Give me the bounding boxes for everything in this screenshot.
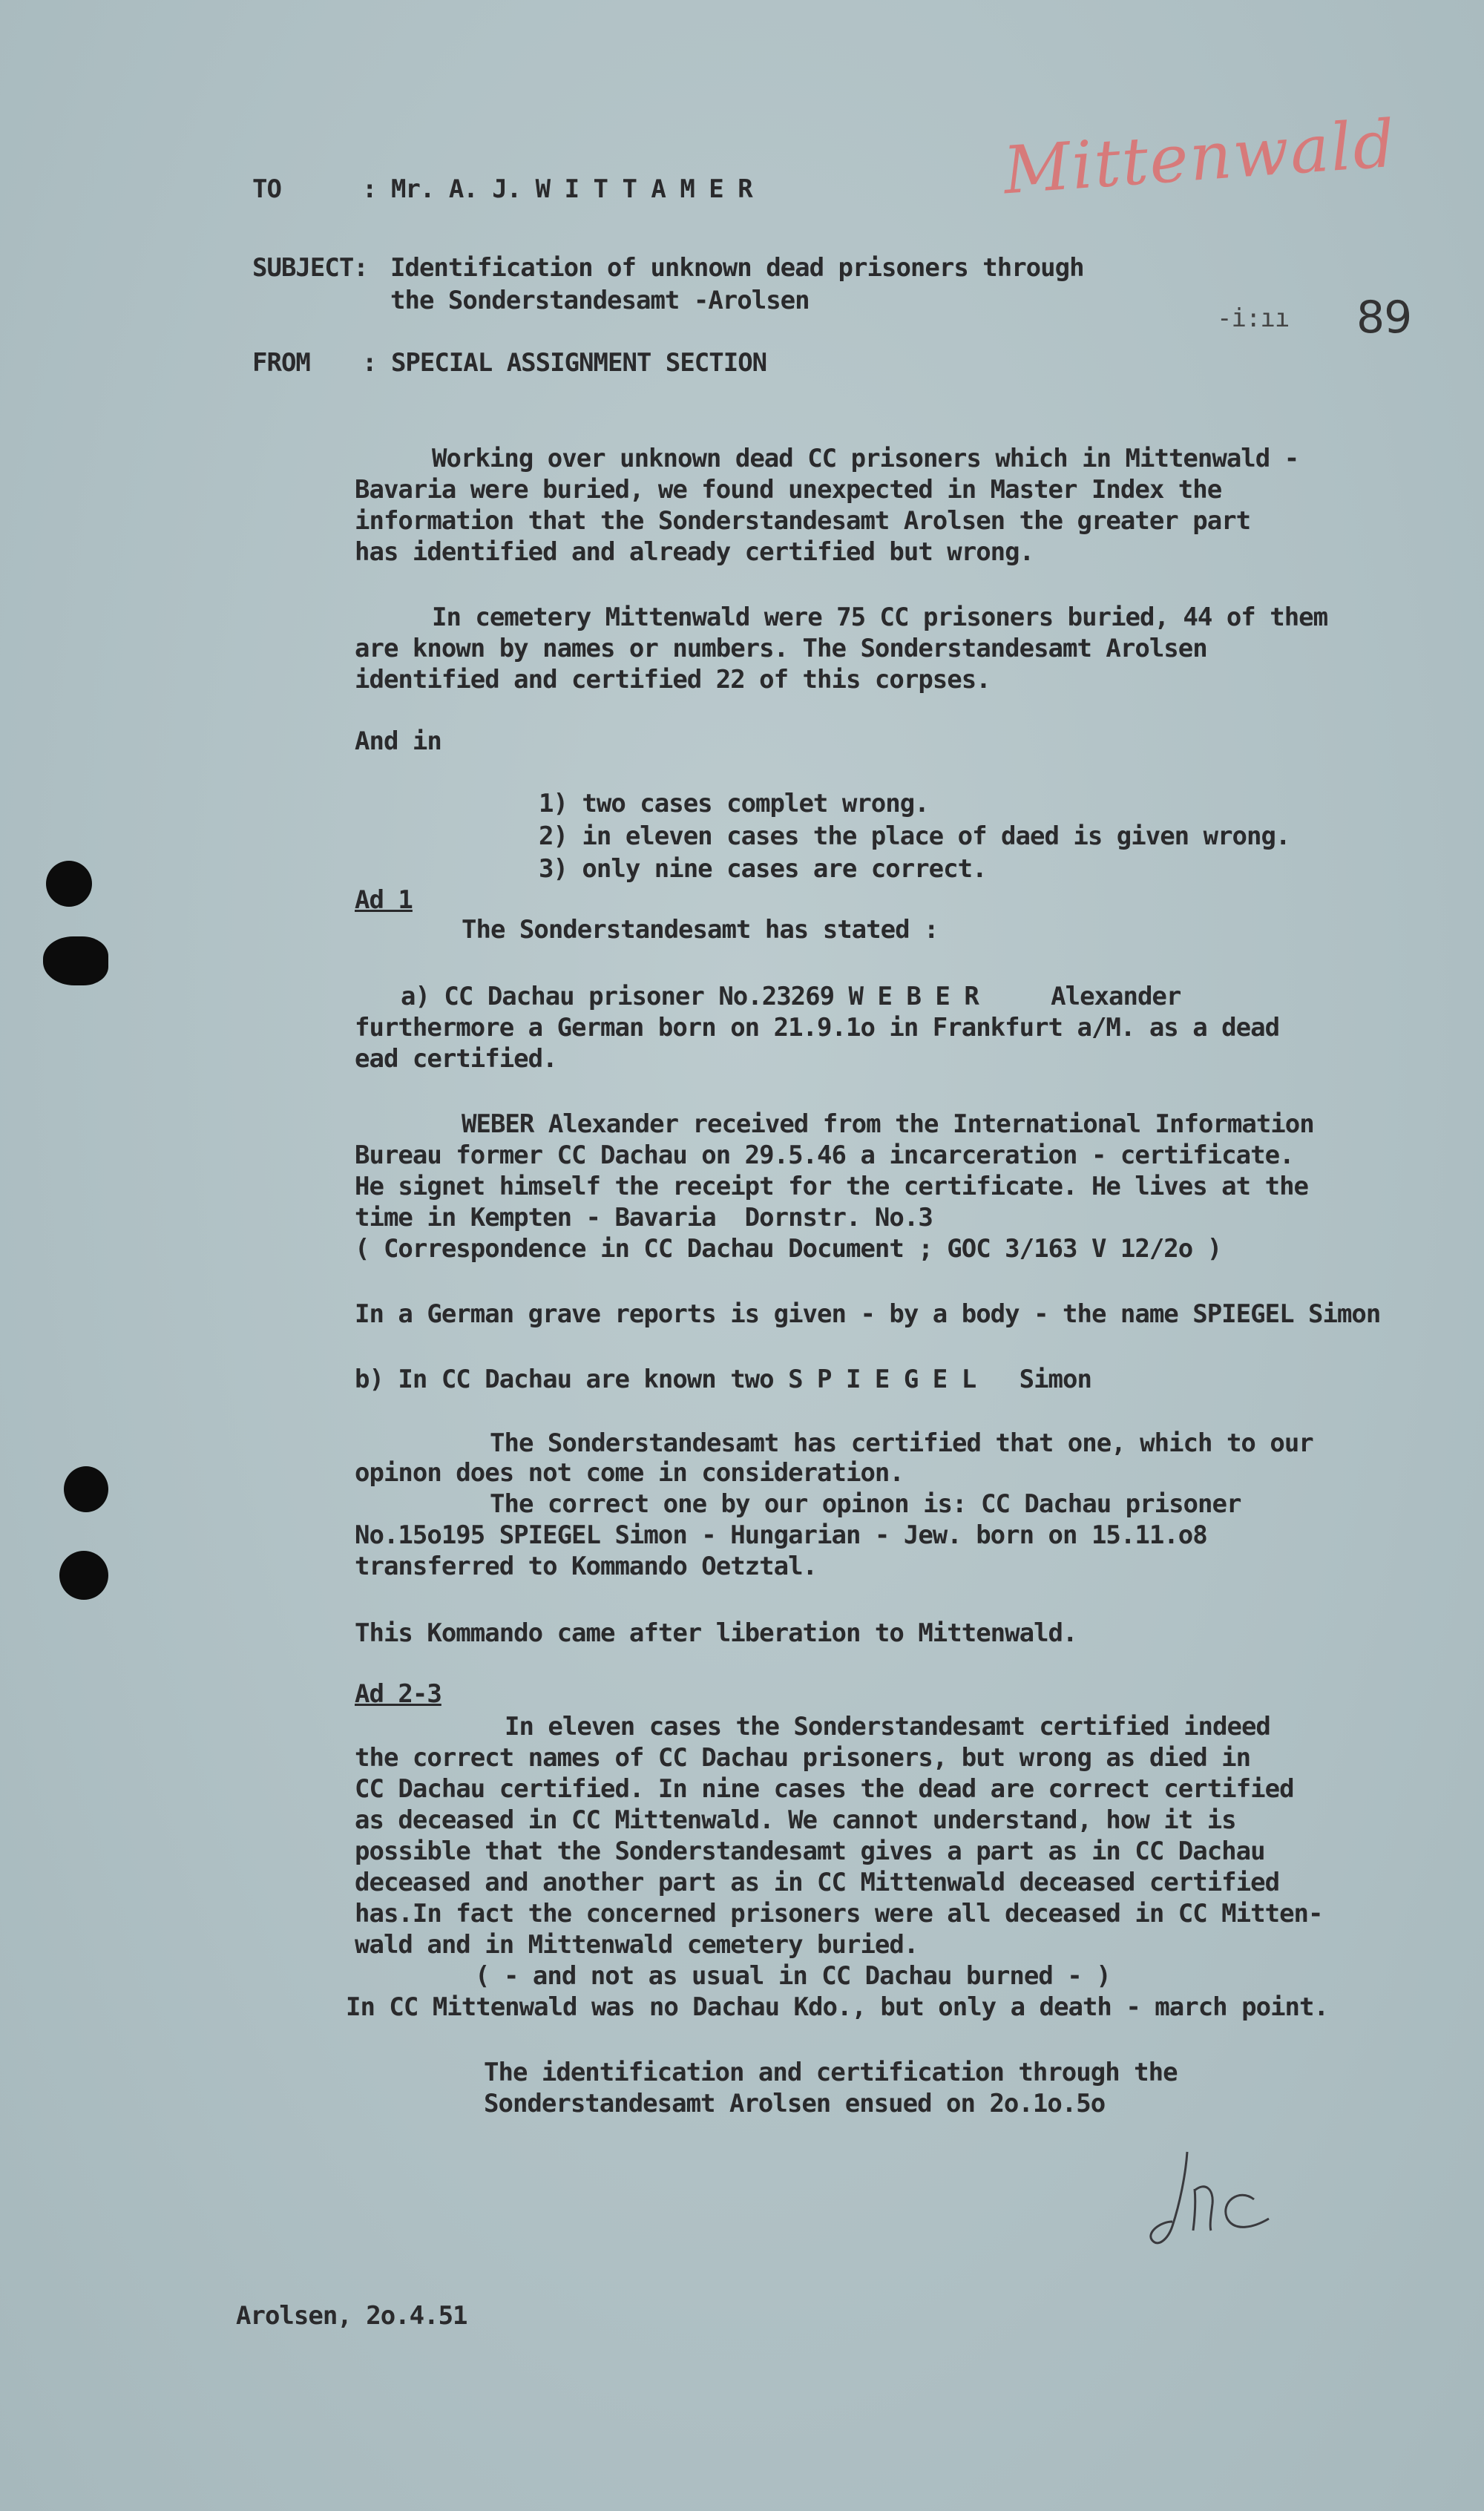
body-line: b) In CC Dachau are known two S P I E G E L Simon [355,1365,1091,1394]
body-line: The correct one by our opinon is: CC Dachau prisoner [490,1489,1241,1519]
list-item: 3) only nine cases are correct. [539,854,987,884]
ad1-heading: Ad 1 [355,885,413,915]
body-line: ( - and not as usual in CC Dachau burned - ) [475,1961,1111,1991]
ad23-heading: Ad 2-3 [355,1679,441,1709]
list-item: 2) in eleven cases the place of daed is given wrong. [539,821,1290,851]
body-line: time in Kempten - Bavaria Dornstr. No.3 [355,1203,933,1232]
body-line: transferred to Kommando Oetztal. [355,1552,818,1581]
ad1-intro: The Sonderstandesamt has stated : [462,915,939,945]
subject-label: SUBJECT: [252,253,368,283]
body-line: This Kommando came after liberation to Mittenwald. [355,1618,1077,1648]
to-label: TO [252,174,281,204]
body-line: Bureau former CC Dachau on 29.5.46 a incarceration - certificate. [355,1140,1294,1170]
body-line: Sonderstandesamt Arolsen ensued on 2o.1o.5o [484,2089,1106,2118]
body-line: information that the Sonderstandesamt Arolsen the greater part [355,506,1251,536]
body-line: possible that the Sonderstandesamt gives a part as in CC Dachau [355,1837,1265,1866]
stamp-number: 89 [1356,292,1412,344]
body-line: The identification and certification through the [484,2058,1178,2087]
body-line: are known by names or numbers. The Sonderstandesamt Arolsen [355,634,1207,663]
body-line: No.15o195 SPIEGEL Simon - Hungarian - Jew. born on 15.11.o8 [355,1520,1207,1550]
body-line: a) CC Dachau prisoner No.23269 W E B E R Alexander [401,982,1181,1011]
stamp-marks: -i:ıı [1217,303,1290,333]
subject-line-2: the Sonderstandesamt -Arolsen [390,286,810,315]
body-line: as deceased in CC Mittenwald. We cannot understand, how it is [355,1805,1236,1835]
body-line: has identified and already certified but wrong. [355,537,1034,567]
punch-hole [64,1466,108,1512]
body-line: ( Correspondence in CC Dachau Document ; GOC 3/163 V 12/2o ) [355,1234,1222,1264]
body-line: WEBER Alexander received from the International Information [462,1109,1314,1139]
body-line: has.In fact the concerned prisoners were all deceased in CC Mitten- [355,1899,1323,1929]
subject-line-1: Identification of unknown dead prisoners through [390,253,1084,283]
body-line: He signet himself the receipt for the certificate. He lives at the [355,1172,1309,1201]
body-line: CC Dachau certified. In nine cases the dead are correct certified [355,1774,1294,1804]
body-line: opinon does not come in consideration. [355,1458,904,1488]
list-item: 1) two cases complet wrong. [539,789,929,818]
from-label: FROM [252,348,310,378]
body-line: In a German grave reports is given - by a body - the name SPIEGEL Simon [355,1299,1381,1329]
body-line: ead certified. [355,1044,557,1074]
body-line: identified and certified 22 of this corpses. [355,665,991,695]
punch-hole [46,861,92,907]
body-line: Working over unknown dead CC prisoners which in Mittenwald - [432,444,1299,473]
body-line: the correct names of CC Dachau prisoners, but wrong as died in [355,1743,1251,1773]
body-line: wald and in Mittenwald cemetery buried. [355,1930,919,1960]
body-line: furthermore a German born on 21.9.1o in Frankfurt a/M. as a dead [355,1013,1280,1043]
punch-hole [43,936,108,985]
punch-hole [59,1551,108,1600]
body-line: deceased and another part as in CC Mittenwald deceased certified [355,1868,1280,1897]
to-value: : Mr. A. J. W I T T A M E R [362,174,752,204]
and-in: And in [355,726,441,756]
handwritten-place-name: Mittenwald [1001,105,1399,209]
place-date: Arolsen, 2o.4.51 [236,2301,467,2331]
body-line: In eleven cases the Sonderstandesamt certified indeed [505,1712,1270,1742]
body-line: In CC Mittenwald was no Dachau Kdo., but only a death - march point. [346,1992,1328,2022]
body-line: In cemetery Mittenwald were 75 CC prisoners buried, 44 of them [432,603,1328,632]
handwritten-initials [1143,2144,1284,2256]
from-value: : SPECIAL ASSIGNMENT SECTION [362,348,767,378]
body-line: The Sonderstandesamt has certified that one, which to our [490,1428,1313,1458]
body-line: Bavaria were buried, we found unexpected in Master Index the [355,475,1222,505]
